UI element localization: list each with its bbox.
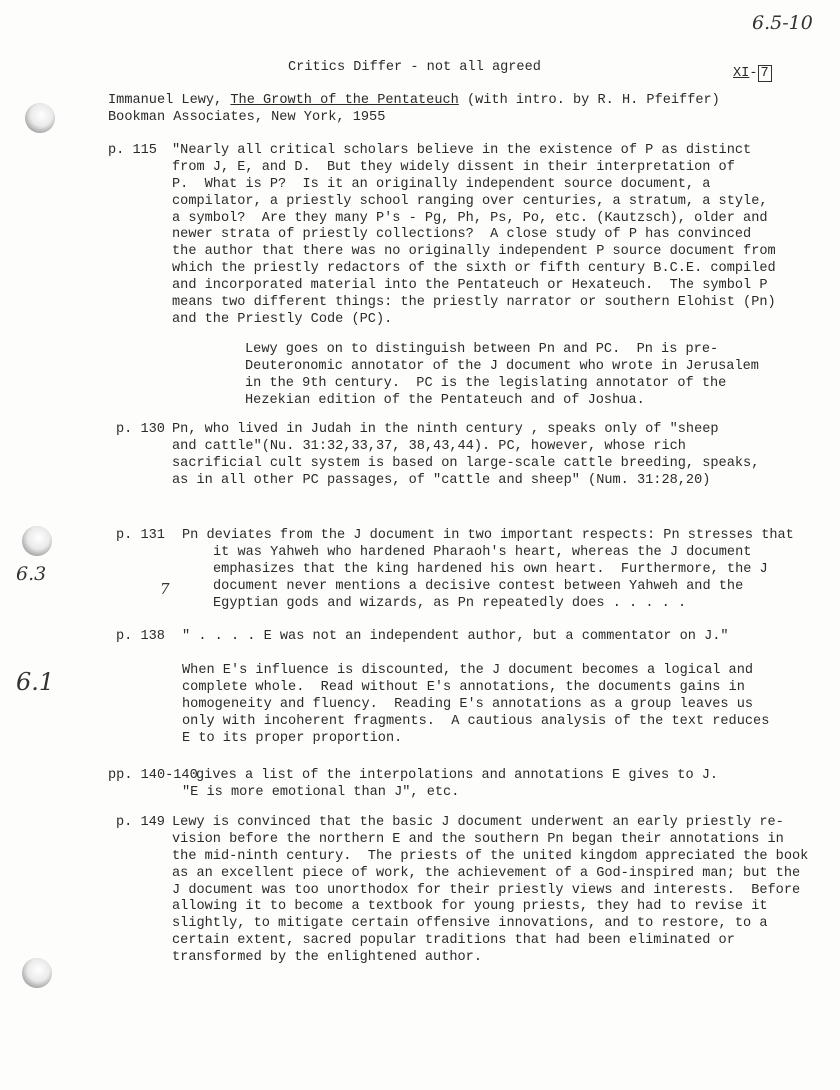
page-reference: p. 149 [116, 815, 165, 830]
text-line: and the Priestly Code (PC). [172, 311, 393, 327]
text-line: it was Yahweh who hardened Pharaoh's heart, whereas the J document [213, 544, 752, 560]
entry-text [172, 422, 759, 490]
page-title: Critics Differ - not all agreed [288, 60, 541, 75]
text-line: Pn deviates from the J document in two important respects: Pn stresses that [182, 528, 794, 543]
text-line: as an excellent piece of work, the achievement of a God-inspired man; but the [172, 865, 801, 881]
entry-text [182, 528, 794, 612]
text-line: the author that there was no originally independent P source document from [172, 244, 776, 260]
punch-hole [22, 526, 52, 556]
citation-author: Immanuel Lewy, [108, 93, 231, 108]
text-line: slightly, to mitigate certain offensive innovations, and to restore, to a [172, 916, 768, 932]
text-line: which the priestly redactors of the sixth or fifth century B.C.E. compiled [172, 261, 776, 277]
citation [108, 93, 720, 127]
handwritten-mark: 7 [160, 580, 170, 598]
text-line: certain extent, sacred popular traditions that had been eliminated or [172, 933, 735, 949]
text-line: vision before the northern E and the southern Pn began their annotations in [172, 831, 784, 847]
entry-text [172, 815, 808, 967]
text-line: newer strata of priestly collections? A close study of P has convinced [172, 227, 752, 243]
file-code-sep: - [749, 66, 758, 81]
text-line: Hezekian edition of the Pentateuch and of Joshua. [245, 392, 645, 408]
citation-book-title: The Growth of the Pentateuch [230, 93, 459, 108]
handwritten-annotation: 6.3 [16, 563, 47, 585]
text-line: as in all other PC passages, of "cattle and sheep" (Num. 31:28,20) [172, 472, 711, 488]
text-line: emphasizes that the king hardened his own heart. Furthermore, the J [213, 561, 768, 577]
citation-publisher: Bookman Associates, New York, 1955 [108, 109, 386, 125]
text-line: Lewy is convinced that the basic J document underwent an early priestly re- [172, 815, 784, 830]
page-reference: pp. 140-140 [108, 768, 198, 783]
text-line: in the 9th century. PC is the legislating annotator of the [245, 375, 727, 391]
entry-text [182, 768, 719, 802]
entry-text [245, 342, 759, 410]
text-line: and incorporated material into the Pentateuch or Hexateuch. The symbol P [172, 278, 768, 294]
text-line: gives a list of the interpolations and annotations E gives to J. [196, 768, 719, 783]
text-line: transformed by the enlightened author. [172, 950, 482, 966]
text-line: from J, E, and D. But they widely dissent in their interpretation of [172, 159, 735, 175]
handwritten-annotation: 6.1 [16, 668, 55, 696]
text-line: Deuteronomic annotator of the J document who wrote in Jerusalem [245, 358, 759, 374]
text-line: Egyptian gods and wizards, as Pn repeatedly does . . . . . [213, 595, 687, 611]
text-line: "E is more emotional than J", etc. [182, 784, 460, 800]
citation-rest: (with intro. by R. H. Pfeiffer) [458, 93, 720, 108]
entry-text [172, 143, 776, 329]
text-line: P. What is P? Is it an originally independent source document, a [172, 176, 711, 192]
punch-hole [22, 958, 52, 988]
text-line: compilator, a priestly school ranging over centuries, a stratum, a style, [172, 193, 768, 209]
text-line: means two different things: the priestly narrator or southern Elohist (Pn) [172, 295, 776, 311]
text-line: When E's influence is discounted, the J document becomes a logical and [182, 663, 754, 678]
text-line: allowing it to become a textbook for young priests, they had to revise it [172, 899, 768, 915]
page-reference: p. 138 [116, 629, 165, 644]
file-code-roman: XI [733, 66, 750, 81]
page-reference: p. 115 [108, 143, 157, 158]
page-reference: p. 130 [116, 422, 165, 437]
text-line: " . . . . E was not an independent author, but a commentator on J." [182, 629, 729, 644]
text-line: the mid-ninth century. The priests of the united kingdom appreciated the book [172, 848, 809, 864]
text-line: sacrificial cult system is based on large-scale cattle breeding, speaks, [172, 455, 760, 471]
entry-text [182, 629, 729, 646]
file-code-number: 7 [758, 65, 772, 82]
text-line: only with incoherent fragments. A cautious analysis of the text reduces [182, 713, 770, 729]
text-line: Pn, who lived in Judah in the ninth century , speaks only of "sheep [172, 422, 719, 437]
text-line: complete whole. Read without E's annotations, the documents gains in [182, 679, 745, 695]
page-reference: p. 131 [116, 528, 165, 543]
handwritten-annotation: 6.5-10 [752, 12, 813, 34]
text-line: and cattle"(Nu. 31:32,33,37, 38,43,44). PC, however, whose rich [172, 438, 686, 454]
text-line: "Nearly all critical scholars believe in the existence of P as distinct [172, 143, 752, 158]
text-line: document never mentions a decisive contest between Yahweh and the [213, 578, 744, 594]
text-line: Lewy goes on to distinguish between Pn and PC. Pn is pre- [245, 342, 719, 357]
entry-text [182, 663, 769, 747]
text-line: a symbol? Are they many P's - Pg, Ph, Ps, Po, etc. (Kautzsch), older and [172, 210, 768, 226]
text-line: homogeneity and fluency. Reading E's annotations as a group leaves us [182, 696, 754, 712]
text-line: J document was too unorthodox for their priestly views and interests. Before [172, 882, 801, 898]
text-line: E to its proper proportion. [182, 730, 403, 746]
punch-hole [25, 103, 55, 133]
file-code [733, 66, 772, 81]
